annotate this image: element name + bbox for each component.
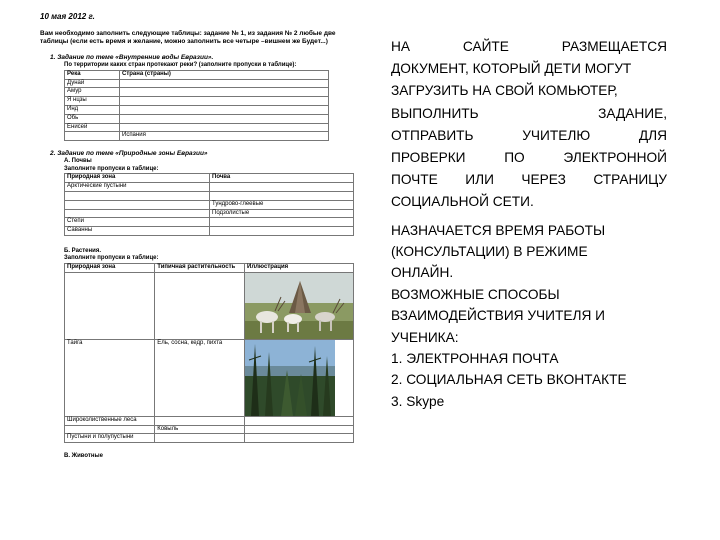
task1-title: 1. Задание по теме «Внутренние воды Евразии». bbox=[50, 54, 214, 62]
table-row bbox=[65, 191, 354, 200]
table-row bbox=[65, 416, 354, 425]
table-cell bbox=[120, 97, 329, 106]
word: ИЛИ bbox=[465, 172, 494, 188]
table-cell: Широколиственные леса bbox=[65, 416, 155, 425]
word: ПРОВЕРКИ bbox=[391, 150, 466, 166]
word: СОЦИАЛЬНОЙ СЕТИ. bbox=[391, 194, 534, 210]
section-c-label: В. Животные bbox=[64, 453, 103, 460]
table-cell bbox=[65, 191, 210, 200]
table-header-cell: Природная зона bbox=[65, 263, 155, 272]
text-line: ВОЗМОЖНЫЕ СПОСОБЫ bbox=[391, 286, 560, 302]
table-cell: Ковыль bbox=[155, 425, 245, 434]
table-row bbox=[65, 79, 329, 88]
table-cell bbox=[210, 218, 354, 227]
table-cell bbox=[245, 272, 354, 339]
taiga-forest-photo bbox=[245, 340, 335, 416]
list-item-vkontakte: 2. СОЦИАЛЬНАЯ СЕТЬ ВКОНТАКТЕ bbox=[391, 372, 627, 388]
table-cell bbox=[245, 434, 354, 443]
text-line: ОНЛАЙН. bbox=[391, 265, 454, 281]
table-cell: Тундрово-глеевые bbox=[210, 200, 354, 209]
word: НА bbox=[391, 39, 411, 54]
word: ЭЛЕКТРОННОЙ bbox=[563, 150, 667, 166]
text-line bbox=[391, 58, 667, 80]
table-cell: Тайга bbox=[65, 339, 155, 416]
word: ДЛЯ bbox=[638, 127, 667, 143]
text-line bbox=[391, 169, 667, 191]
table-header-cell: Природная зона bbox=[65, 174, 210, 183]
table-row bbox=[65, 218, 354, 227]
table-cell bbox=[210, 183, 354, 192]
table-header-cell: Страна (страны) bbox=[120, 70, 329, 79]
table-row bbox=[65, 339, 354, 416]
list-item-skype: 3. Skype bbox=[391, 393, 445, 409]
table-cell: Испания bbox=[120, 132, 329, 141]
word: ЗАГРУЗИТЬ НА СВОЙ КОМЬЮТЕР, bbox=[391, 83, 618, 99]
word: РАЗМЕЩАЕТСЯ bbox=[561, 39, 667, 54]
rivers-table bbox=[64, 70, 329, 141]
table-cell bbox=[155, 416, 245, 425]
section-b-instruction: Заполните пропуски в таблице: bbox=[64, 255, 159, 262]
table-cell bbox=[65, 209, 210, 218]
word: ЧЕРЕЗ bbox=[521, 172, 566, 188]
word: ДОКУМЕНТ, КОТОРЫЙ ДЕТИ МОГУТ bbox=[391, 61, 632, 77]
word: УЧИТЕЛЮ bbox=[522, 127, 591, 143]
word: ПОЧТЕ bbox=[391, 172, 438, 188]
word: ПО bbox=[504, 150, 525, 166]
table-header-cell: Почва bbox=[210, 174, 354, 183]
text-line bbox=[391, 191, 667, 213]
table-cell: Саванны bbox=[65, 227, 210, 236]
table-cell bbox=[245, 425, 354, 434]
table-row bbox=[65, 97, 329, 106]
word: ОТПРАВИТЬ bbox=[391, 127, 474, 143]
table-cell: Инд bbox=[65, 106, 120, 115]
text-line bbox=[391, 36, 667, 58]
table-header-cell: Река bbox=[65, 70, 120, 79]
table-row bbox=[65, 88, 329, 97]
table-header-row bbox=[65, 263, 354, 272]
text-line: НАЗНАЧАЕТСЯ ВРЕМЯ РАБОТЫ bbox=[391, 222, 606, 238]
text-line: ВЗАИМОДЕЙСТВИЯ УЧИТЕЛЯ И bbox=[391, 308, 605, 324]
table-cell bbox=[245, 416, 354, 425]
table-cell: Пустыни и полупустыни bbox=[65, 434, 155, 443]
word: ЗАДАНИЕ, bbox=[598, 105, 667, 121]
table-cell: Ель, сосна, кедр, пихта bbox=[155, 339, 245, 416]
text-line: (КОНСУЛЬТАЦИИ) В РЕЖИМЕ bbox=[391, 244, 588, 260]
table-cell bbox=[65, 272, 155, 339]
table-row bbox=[65, 106, 329, 115]
plants-table bbox=[64, 263, 354, 443]
table-row bbox=[65, 425, 354, 434]
document-intro: Вам необходимо заполнить следующие таблицы: задание № 1, из задания № 2 любые две таблицы (если есть время и желание, можно заполнить все четыре –вишнем же Будет...) bbox=[40, 30, 336, 46]
text-line bbox=[391, 80, 667, 102]
table-row bbox=[65, 200, 354, 209]
section-a-instruction: Заполните пропуски в таблице: bbox=[64, 165, 159, 172]
table-row bbox=[65, 434, 354, 443]
text-line bbox=[391, 125, 667, 147]
instructions-text bbox=[391, 36, 667, 412]
table-cell: Подзолистые bbox=[210, 209, 354, 218]
task2-title: 2. Задание по теме «Природные зоны Евразии» bbox=[50, 150, 208, 158]
table-cell bbox=[210, 227, 354, 236]
text-line bbox=[391, 147, 667, 169]
table-cell: Я нцзы bbox=[65, 97, 120, 106]
table-header-cell: Иллюстрация bbox=[245, 263, 354, 272]
table-cell: Арктические пустыни bbox=[65, 183, 210, 192]
paragraph-consultation bbox=[391, 220, 667, 413]
text-line: УЧЕНИКА: bbox=[391, 329, 459, 345]
reindeer-tundra-photo bbox=[245, 273, 353, 339]
table-cell: Обь bbox=[65, 114, 120, 123]
table-cell: Дунай bbox=[65, 79, 120, 88]
section-a-label: А. Почвы bbox=[64, 158, 92, 165]
word: ВЫПОЛНИТЬ bbox=[391, 105, 479, 121]
document-date: 10 мая 2012 г. bbox=[40, 12, 95, 21]
word: СТРАНИЦУ bbox=[593, 172, 667, 188]
worksheet-document bbox=[28, 12, 363, 532]
task1-instruction: По территории каких стран протекают реки? (заполните пропуски в таблице): bbox=[64, 62, 297, 69]
table-cell bbox=[155, 272, 245, 339]
table-cell: Степи bbox=[65, 218, 210, 227]
table-cell bbox=[245, 339, 354, 416]
table-cell bbox=[120, 88, 329, 97]
section-b-label: Б. Растения. bbox=[64, 247, 101, 254]
table-header-row bbox=[65, 174, 354, 183]
table-cell bbox=[210, 191, 354, 200]
table-row bbox=[65, 114, 329, 123]
table-cell: Енисей bbox=[65, 123, 120, 132]
soils-table bbox=[64, 173, 354, 236]
table-row bbox=[65, 132, 329, 141]
text-line bbox=[391, 103, 667, 125]
list-item-email: 1. ЭЛЕКТРОННАЯ ПОЧТА bbox=[391, 351, 559, 367]
table-row bbox=[65, 209, 354, 218]
table-cell bbox=[120, 79, 329, 88]
table-row bbox=[65, 272, 354, 339]
table-cell: Амур bbox=[65, 88, 120, 97]
table-cell bbox=[120, 114, 329, 123]
table-cell bbox=[65, 200, 210, 209]
table-cell bbox=[155, 434, 245, 443]
table-header-cell: Типичная растительность bbox=[155, 263, 245, 272]
table-cell bbox=[65, 132, 120, 141]
table-cell bbox=[120, 123, 329, 132]
table-cell bbox=[120, 106, 329, 115]
table-row bbox=[65, 227, 354, 236]
table-row bbox=[65, 183, 354, 192]
table-cell bbox=[65, 425, 155, 434]
table-header-row bbox=[65, 70, 329, 79]
table-row bbox=[65, 123, 329, 132]
paragraph-upload bbox=[391, 36, 667, 214]
word: САЙТЕ bbox=[462, 39, 509, 54]
